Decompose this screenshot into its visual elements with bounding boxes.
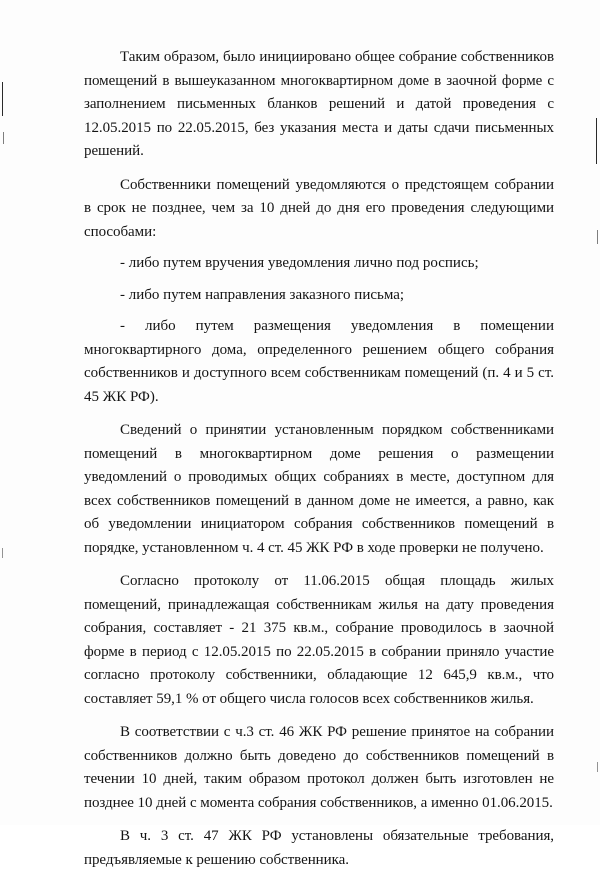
scan-edge-mark: [597, 230, 598, 244]
list-item: - либо путем вручения уведомления лично под роспись;: [120, 255, 479, 271]
paragraph: Собственники помещений уведомляются о предстоящем собрании в срок не позднее, чем за 10 дней до дня его проведения следующими способами:: [84, 176, 554, 240]
paragraph: В соответствии с ч.3 ст. 46 ЖК РФ решение принятое на собрании собственников должно быть доведено до собственников помещений в течении 10 дней, таким образом протокол должен быть изготовлен не позднее 10 дней с момента собрания собственников, а именно 01.06.2015.: [84, 724, 554, 811]
scan-edge-mark: [597, 762, 598, 772]
scan-edge-mark: [2, 548, 3, 558]
paragraph: Согласно протоколу от 11.06.2015 общая площадь жилых помещений, принадлежащая собственникам жилья на дату проведения собрания, составляет - 21 375 кв.м., собрание проводилось в заочной форме в период с 12.05.2015 по 22.05.2015 в собрании приняло участие согласно протоколу собственники, обладающие 12 645,9 кв.м., что составляет 59,1 % от общего числа голосов всех собственников жилья.: [84, 573, 554, 707]
document-body: [84, 46, 554, 872]
scan-edge-mark: [3, 132, 4, 144]
paragraph: Таким образом, было инициировано общее собрание собственников помещений в вышеуказанном многоквартирном доме в заочной форме с заполнением письменных бланков решений и датой проведения с 12.05.2015 по 22.05.2015, без указания места и даты сдачи письменных решений.: [84, 49, 554, 159]
list-item: - либо путем размещения уведомления в помещении многоквартирного дома, определенного решением общего собрания собственников и доступного всем собственникам помещений (п. 4 и 5 ст. 45 ЖК РФ).: [84, 318, 554, 405]
paragraph: Сведений о принятии установленным порядком собственниками помещений в многоквартирном доме решения о размещении уведомлений о проводимых общих собраниях в месте, доступном для всех собственников помещений в данном доме не имеется, а равно, как об уведомлении инициатором собрания собственников помещений в порядке, установленном ч. 4 ст. 45 ЖК РФ в ходе проверки не получено.: [84, 422, 554, 556]
list-item: - либо путем направления заказного письма;: [120, 286, 405, 303]
paragraph: В ч. 3 ст. 47 ЖК РФ установлены обязательные требования, предъявляемые к решению собственника.: [84, 828, 554, 868]
scan-edge-mark: [2, 82, 3, 116]
scan-edge-mark: [596, 118, 597, 164]
